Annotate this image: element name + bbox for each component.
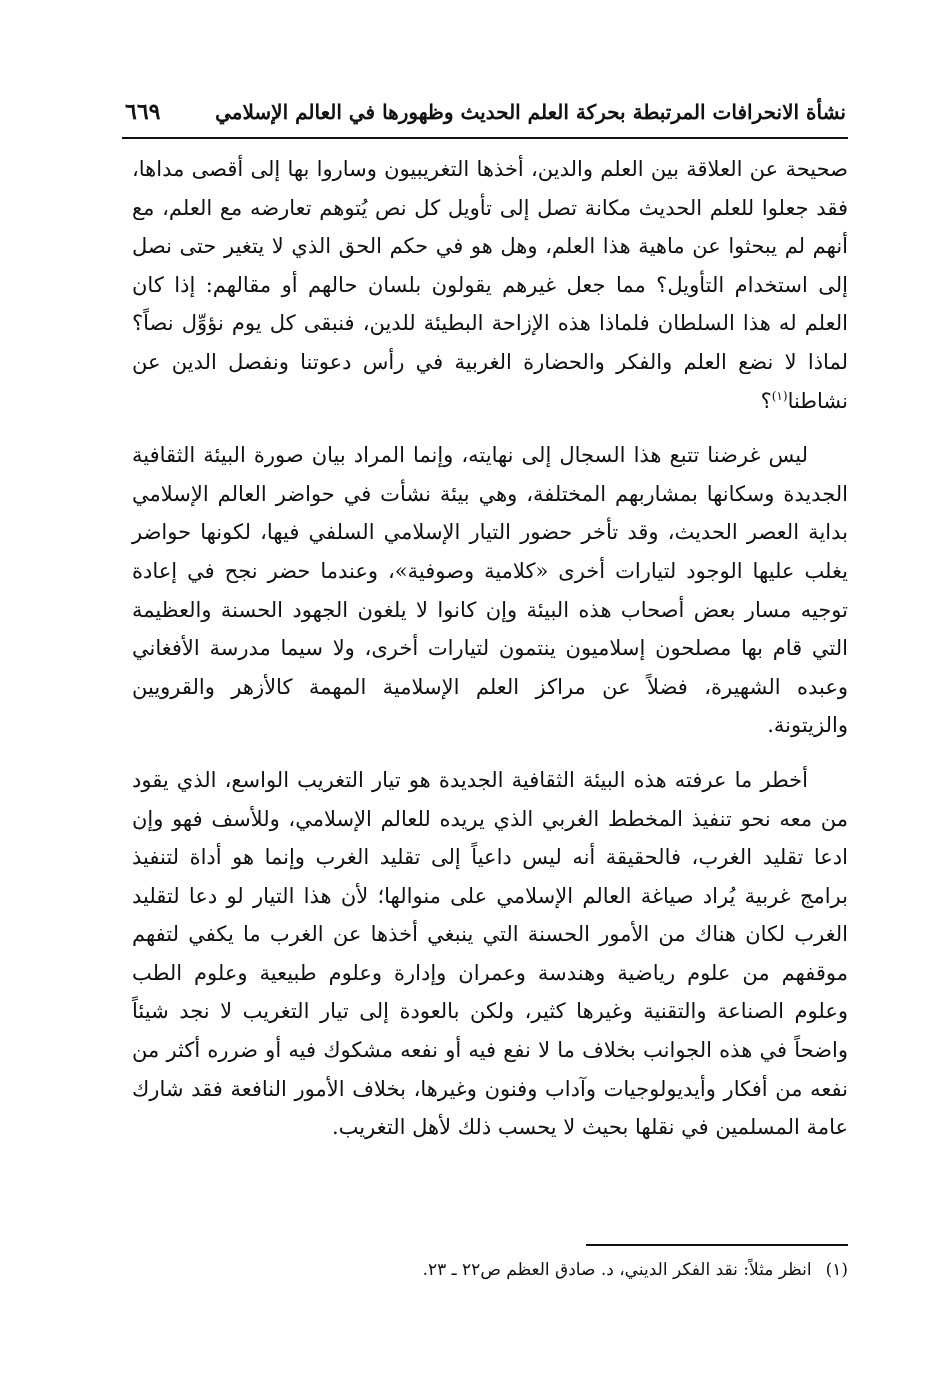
header-rule bbox=[122, 137, 848, 139]
paragraph-1 bbox=[132, 150, 848, 420]
paragraph-1-text: صحيحة عن العلاقة بين العلم والدين، أخذها التغريبيون وساروا بها إلى أقصى مداها، فقد جعلوا للعلم الحديث مكانة تصل إلى تأويل كل نص يُتوهم تعارضه مع العلم، مع أنهم لم يبحثوا عن ماهية هذا العلم، وهل هو في حكم الحق الذي لا يتغير حتى نصل إلى استخدام التأويل؟ مما جعل غيرهم يقولون بلسان حالهم أو مقالهم: إذا كان العلم له هذا السلطان فلماذا هذه الإزاحة البطيئة للدين، فنبقى كل يوم نؤوِّل نصاً؟ لماذا لا نضع العلم والفكر والحضارة الغربية في رأس دعوتنا ونفصل الدين عن نشاطنا bbox=[132, 157, 848, 413]
footnote-text: انظر مثلاً: نقد الفكر الديني، د. صادق العظم ص٢٢ ـ ٢٣. bbox=[422, 1260, 812, 1280]
footnote bbox=[132, 1255, 848, 1285]
page-number: ٦٦٩ bbox=[125, 99, 161, 125]
paragraph-3: أخطر ما عرفته هذه البيئة الثقافية الجديدة هو تيار التغريب الواسع، الذي يقود من معه نحو تنفيذ المخطط الغربي الذي يريده للعالم الإسلامي، وللأسف فهو وإن ادعا تقليد الغرب، فالحقيقة أنه ليس داعياً إلى تقليد الغرب وإنما هو أداة لتنفيذ برامج غربية يُراد صياغة العالم الإسلامي على منوالها؛ لأن هذا التيار لو دعا لتقليد الغرب لكان هناك من الأمور الحسنة التي ينبغي أخذها عن الغرب ما يكفي لتفهم موقفهم من علوم رياضية وهندسة وعمران وإدارة وعلوم طبيعية وعلوم الطب وعلوم الصناعة والتقنية وغيرها كثير، ولكن بالعودة إلى تيار التغريب لا نجد شيئاً واضحاً في هذه الجوانب بخلاف ما لا نفع فيه أو نفعه مشكوك فيه أو ضرره أكثر من نفعه من أفكار وأيديولوجيات وآداب وفنون وغيرها، بخلاف الأمور النافعة فقد شارك عامة المسلمين في نقلها بحيث لا يحسب ذلك لأهل التغريب. bbox=[132, 767, 848, 1140]
footnote-rule bbox=[586, 1244, 848, 1246]
paragraph-gap bbox=[132, 745, 848, 761]
footnote-reference: (١) bbox=[771, 388, 788, 403]
paragraph-gap bbox=[132, 420, 848, 436]
footnote-marker: (١) bbox=[825, 1260, 848, 1280]
paragraph-2: ليس غرضنا تتبع هذا السجال إلى نهايته، وإنما المراد بيان صورة البيئة الثقافية الجديدة وسكانها بمشاربهم المختلفة، وهي بيئة نشأت في حواضر العالم الإسلامي بداية العصر الحديث، وقد تأخر حضور التيار الإسلامي السلفي فيها، لكونها حواضر يغلب عليها الوجود لتيارات أخرى «كلامية وصوفية»، وعندما حضر نجح في إعادة توجيه مسار بعض أصحاب هذه البيئة وإن كانوا لا يلغون الجهود الحسنة والعظيمة التي قام بها مصلحون إسلاميون ينتمون لتيارات أخرى، ولا سيما مدرسة الأفغاني وعبده الشهيرة، فضلاً عن مراكز العلم الإسلامية المهمة كالأزهر والقرويين والزيتونة. bbox=[132, 443, 848, 738]
body-text bbox=[132, 150, 848, 1147]
paragraph-1-end: ؟ bbox=[760, 388, 772, 413]
running-title: نشأة الانحرافات المرتبطة بحركة العلم الحديث وظهورها في العالم الإسلامي bbox=[215, 100, 846, 124]
running-header bbox=[125, 92, 846, 132]
